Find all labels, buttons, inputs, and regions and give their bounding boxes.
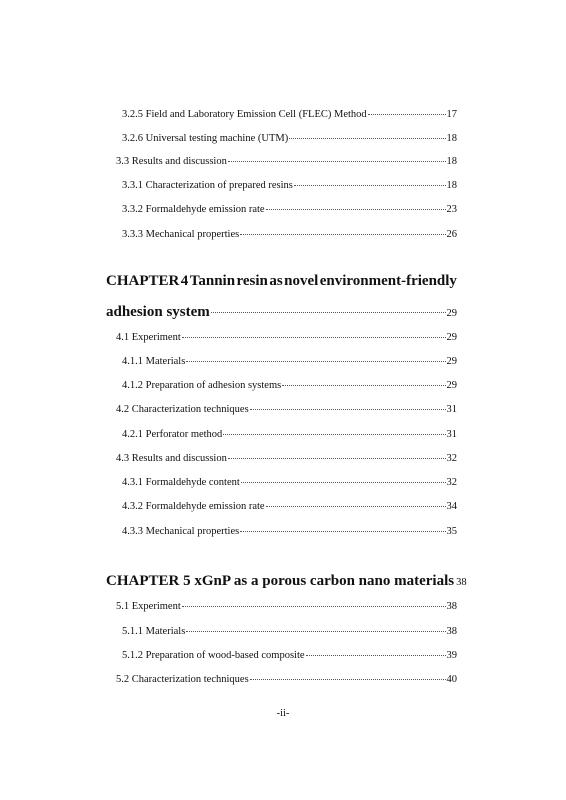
dot-leader <box>368 113 446 115</box>
dot-leader <box>282 384 445 386</box>
toc-page-number: 39 <box>446 650 457 661</box>
toc-entry-label: 3.3.3 Mechanical properties <box>122 229 240 240</box>
toc-page-number: 29 <box>446 332 457 343</box>
chapter-word: Tannin <box>189 273 236 289</box>
toc-page-number: 29 <box>446 308 457 319</box>
dot-leader <box>182 605 446 607</box>
chapter-title: CHAPTER 5 xGnP as a porous carbon nano materials <box>106 573 455 589</box>
toc-entry-label: 5.2 Characterization techniques <box>116 674 249 685</box>
toc-entry-label: 3.3.2 Formaldehyde emission rate <box>122 204 265 215</box>
toc-page-number: 18 <box>446 133 457 144</box>
toc-entry-label: 5.1.2 Preparation of wood-based composite <box>122 650 305 661</box>
toc-page-number: 32 <box>446 477 457 488</box>
toc-entry-label: 4.1.2 Preparation of adhesion systems <box>122 380 282 391</box>
toc-entry-label: 4.3 Results and discussion <box>116 453 227 464</box>
dot-leader <box>294 184 446 186</box>
toc-entry-5-1-2[interactable] <box>122 649 457 663</box>
toc-entry-label: 4.3.3 Mechanical properties <box>122 526 240 537</box>
toc-entry-label: 3.3.1 Characterization of prepared resins <box>122 180 293 191</box>
dot-leader <box>228 457 446 459</box>
page-footer-number: -ii- <box>276 708 290 719</box>
toc-page-number: 31 <box>446 404 457 415</box>
chapter-title-continued: adhesion system <box>106 304 210 320</box>
toc-entry-label: 4.3.1 Formaldehyde content <box>122 477 240 488</box>
toc-entry-label: 4.1 Experiment <box>116 332 181 343</box>
dot-leader <box>241 481 446 483</box>
toc-entry-3-3[interactable] <box>116 155 457 169</box>
dot-leader <box>306 654 446 656</box>
toc-entry-5-2[interactable] <box>116 673 457 687</box>
toc-page-number: 38 <box>456 577 467 588</box>
toc-entry-label: 4.3.2 Formaldehyde emission rate <box>122 501 265 512</box>
toc-entry-label: 5.1.1 Materials <box>122 626 186 637</box>
dot-leader <box>266 208 446 210</box>
chapter-word: CHAPTER <box>106 273 180 289</box>
chapter-5-heading[interactable] <box>106 572 467 592</box>
toc-entry-4-1-1[interactable] <box>122 355 457 369</box>
toc-entry-label: 3.3 Results and discussion <box>116 156 227 167</box>
toc-entry-3-3-3[interactable] <box>122 228 457 242</box>
toc-entry-3-2-6[interactable] <box>122 132 457 146</box>
chapter-word: as <box>269 273 283 289</box>
toc-page-number: 18 <box>446 156 457 167</box>
toc-entry-4-3-3[interactable] <box>122 525 457 539</box>
dot-leader <box>240 530 445 532</box>
toc-page-number: 18 <box>446 180 457 191</box>
toc-entry-label: 3.2.5 Field and Laboratory Emission Cell (FLEC) Method <box>122 109 367 120</box>
toc-entry-4-3[interactable] <box>116 452 457 466</box>
chapter-word: novel <box>284 273 319 289</box>
chapter-4-heading-line2[interactable] <box>106 303 457 323</box>
toc-entry-4-1-2[interactable] <box>122 379 457 393</box>
toc-entry-label: 4.2.1 Perforator method <box>122 429 223 440</box>
toc-page-number: 34 <box>446 501 457 512</box>
chapter-word: resin <box>236 273 268 289</box>
toc-page-number: 35 <box>446 526 457 537</box>
toc-entry-3-3-2[interactable] <box>122 203 457 217</box>
toc-page-number: 38 <box>446 601 457 612</box>
toc-page-number: 26 <box>446 229 457 240</box>
toc-entry-4-3-2[interactable] <box>122 500 457 514</box>
toc-page-number: 31 <box>446 429 457 440</box>
toc-entry-label: 4.2 Characterization techniques <box>116 404 249 415</box>
toc-entry-3-3-1[interactable] <box>122 179 457 193</box>
dot-leader <box>266 505 446 507</box>
dot-leader <box>186 360 445 362</box>
toc-page-number: 29 <box>446 380 457 391</box>
dot-leader <box>228 160 446 162</box>
chapter-word: environment-friendly <box>319 273 457 289</box>
toc-entry-label: 5.1 Experiment <box>116 601 181 612</box>
toc-entry-3-2-5[interactable] <box>122 108 457 122</box>
dot-leader <box>240 233 445 235</box>
toc-page-number: 23 <box>446 204 457 215</box>
toc-page-number: 32 <box>446 453 457 464</box>
dot-leader <box>250 408 446 410</box>
toc-page-number: 29 <box>446 356 457 367</box>
toc-entry-4-1[interactable] <box>116 331 457 345</box>
toc-entry-4-2[interactable] <box>116 403 457 417</box>
chapter-word: 4 <box>180 273 189 289</box>
dot-leader <box>223 433 445 435</box>
dot-leader <box>289 137 445 139</box>
toc-entry-4-3-1[interactable] <box>122 476 457 490</box>
toc-page-number: 38 <box>446 626 457 637</box>
toc-entry-5-1[interactable] <box>116 600 457 614</box>
dot-leader <box>186 630 445 632</box>
dot-leader <box>250 678 446 680</box>
toc-entry-label: 3.2.6 Universal testing machine (UTM) <box>122 133 289 144</box>
toc-entry-label: 4.1.1 Materials <box>122 356 186 367</box>
dot-leader <box>211 311 446 313</box>
dot-leader <box>182 336 446 338</box>
toc-entry-5-1-1[interactable] <box>122 625 457 639</box>
toc-entry-4-2-1[interactable] <box>122 428 457 442</box>
toc-page-number: 17 <box>446 109 457 120</box>
chapter-4-heading-line1[interactable] <box>106 272 457 290</box>
toc-page-number: 40 <box>446 674 457 685</box>
